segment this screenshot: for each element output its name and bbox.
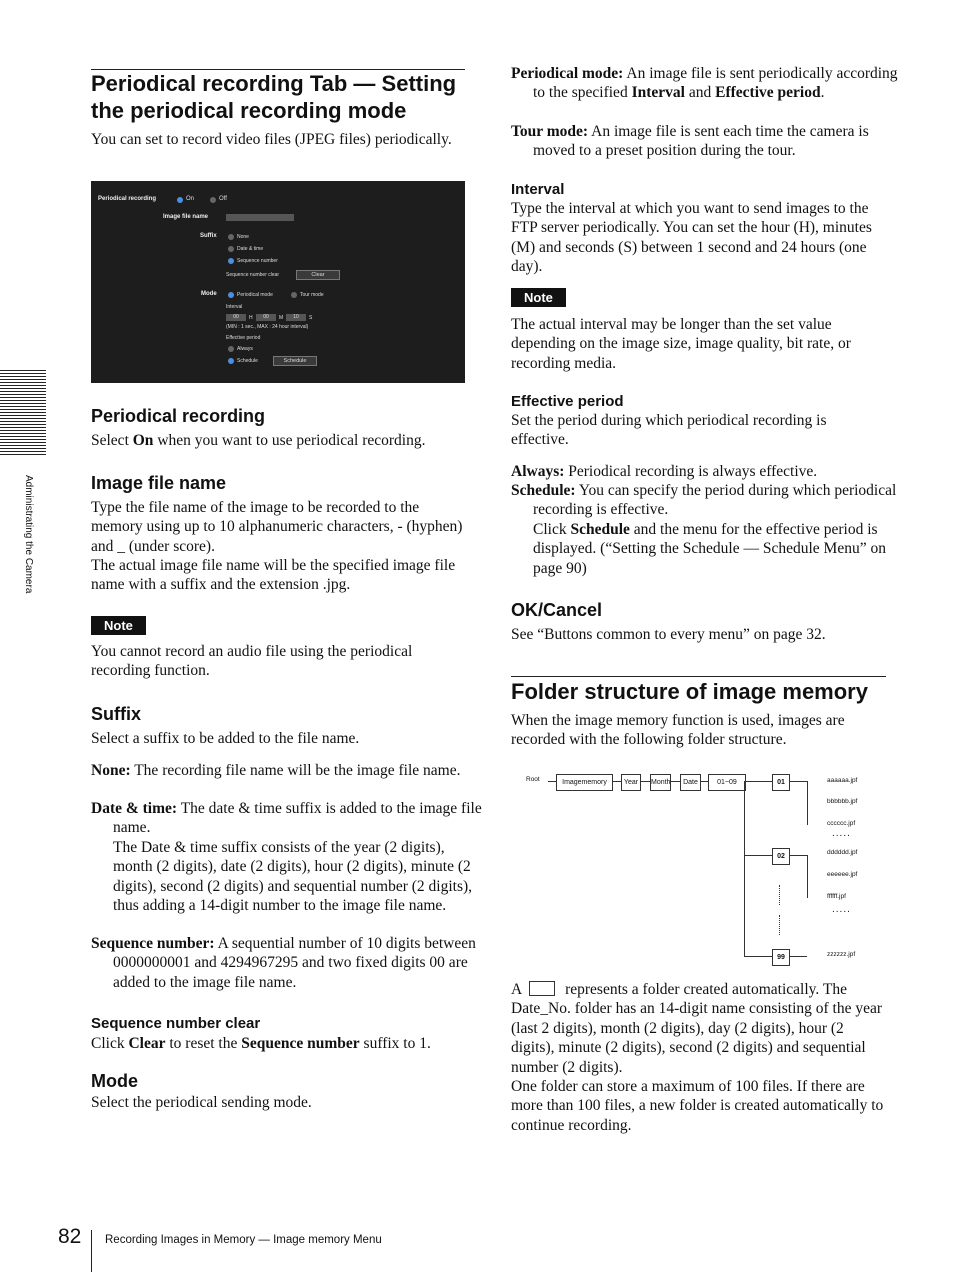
- schedule-radio[interactable]: [228, 358, 234, 364]
- page-number: 82: [58, 1225, 82, 1248]
- suffix-date-def: Date & time: The date & time suffix is added to the image file name.: [91, 800, 482, 837]
- running-title: Recording Images in Memory — Image memory Menu: [105, 1234, 382, 1246]
- folder-intro: When the image memory function is used, images are recorded with the following folder structure.: [511, 712, 845, 749]
- interval-text: Type the interval at which you want to send images to the FTP server periodically. You can set the hour (H), minutes (M) and seconds (S) between 1 second and 24 hours (one day).: [511, 200, 872, 276]
- file-name: ffffff.jpf: [827, 893, 846, 900]
- periodical-recording-heading: Periodical recording: [91, 406, 266, 426]
- note-badge: Note: [91, 616, 146, 635]
- tour-mode-label: Tour mode: [300, 292, 324, 298]
- footer-divider: [91, 1230, 92, 1272]
- connector: [640, 781, 650, 782]
- year-folder: Year: [621, 774, 641, 791]
- periodical-mode-radio[interactable]: [228, 292, 234, 298]
- note-text: You cannot record an audio file using the periodical recording function.: [91, 643, 413, 680]
- file-name: dddddd.jpf: [827, 849, 858, 856]
- folder-title-rule: [511, 676, 886, 677]
- image-file-name-input[interactable]: [226, 214, 294, 221]
- clear-button[interactable]: Clear: [296, 270, 340, 280]
- trunk-line: [744, 781, 745, 957]
- folder-structure-diagram: [511, 765, 887, 970]
- vertical-ellipsis: [779, 885, 780, 905]
- date-folder: Date: [680, 774, 701, 791]
- suffix-text: Select a suffix to be added to the file name.: [91, 730, 360, 747]
- schedule-button[interactable]: Schedule: [273, 356, 317, 366]
- folder-legend-body: represents a folder created automatically. The Date_No. folder has an 14-digit name consisting of the year (last 2 digits), month (2 digits), day (2 digits), hour (2 digits), minute (2 digits), second (2 digits) and sequential number (2 digits).: [511, 981, 883, 1076]
- date-range-folder: 01~09: [708, 774, 746, 791]
- schedule-label: Schedule: [237, 358, 258, 364]
- file-name: bbbbbb.jpf: [827, 798, 858, 805]
- suffix-date-radio[interactable]: [228, 246, 234, 252]
- hour-input[interactable]: 00: [226, 314, 246, 321]
- file-name: cccccc.jpf: [827, 820, 856, 827]
- minute-unit: M: [279, 315, 284, 321]
- folder-legend-text: [511, 980, 887, 1077]
- sidebar-section-label: Administrating the Camera: [23, 475, 34, 594]
- interval-heading: Interval: [511, 181, 565, 198]
- suffix-none-def: None: The recording file name will be the image file name.: [91, 762, 461, 779]
- always-radio[interactable]: [228, 346, 234, 352]
- file-bracket: [807, 781, 808, 825]
- folder-01: 01: [772, 774, 790, 791]
- suffix-sequence-radio[interactable]: [228, 258, 234, 264]
- connector: [612, 781, 621, 782]
- folder-02: 02: [772, 848, 790, 865]
- image-file-name-heading: Image file name: [91, 473, 227, 493]
- suffix-label: Suffix: [200, 233, 217, 239]
- hour-unit: H: [249, 315, 253, 321]
- always-def: Always: Periodical recording is always effective.: [511, 463, 818, 480]
- periodical-recording-label: Periodical recording: [98, 196, 157, 202]
- off-radio[interactable]: [210, 197, 216, 203]
- periodical-mode-label: Periodical mode: [237, 292, 273, 298]
- file-name: aaaaaa.jpf: [827, 777, 858, 784]
- effective-period-label: Effective period: [226, 335, 261, 341]
- always-label: Always: [237, 346, 253, 352]
- folder-capacity-text: One folder can store a maximum of 100 files. If there are more than 100 files, a new folder is created automatically to continue recording.: [511, 1078, 884, 1134]
- ellipsis: .....: [832, 904, 851, 915]
- image-file-name-text1: Type the file name of the image to be recorded to the memory using up to 10 alphanumeric characters, - (hyphen) and _ (under score).: [91, 499, 463, 555]
- interval-label: Interval: [226, 304, 243, 310]
- second-unit: S: [309, 315, 313, 321]
- folder-legend: [511, 980, 887, 1135]
- folder-icon: [529, 981, 555, 996]
- ok-cancel-heading: OK/Cancel: [511, 600, 603, 620]
- folder-structure-title: Folder structure of image memory: [511, 679, 868, 704]
- suffix-sequence-label: Sequence number: [237, 258, 278, 264]
- tour-mode-def: Tour mode: An image file is sent each time the camera is moved to a preset position during the tour.: [511, 123, 869, 160]
- vertical-ellipsis: [779, 915, 780, 935]
- connector: [744, 855, 772, 856]
- connector: [700, 781, 708, 782]
- image-file-name-label: Image file name: [163, 214, 209, 220]
- suffix-heading: Suffix: [91, 704, 142, 724]
- off-label: Off: [219, 196, 227, 202]
- file-bracket: [807, 855, 808, 898]
- mode-heading: Mode: [91, 1071, 138, 1091]
- sequence-clear-label: Sequence number clear: [226, 272, 280, 278]
- imagememory-folder: Imagememory: [556, 774, 613, 791]
- second-input[interactable]: 10: [286, 314, 306, 321]
- section-title: Periodical recording Tab — Setting the periodical recording mode: [91, 71, 457, 123]
- tour-mode-radio[interactable]: [291, 292, 297, 298]
- connector: [745, 781, 772, 782]
- on-radio[interactable]: [177, 197, 183, 203]
- sequence-clear-heading: Sequence number clear: [91, 1015, 261, 1032]
- suffix-none-radio[interactable]: [228, 234, 234, 240]
- intro-text: You can set to record video files (JPEG files) periodically.: [91, 131, 452, 148]
- file-name: eeeeee.jpf: [827, 871, 858, 878]
- note-badge-right: Note: [511, 288, 566, 307]
- suffix-date-detail: The Date & time suffix consists of the year (2 digits), month (2 digits), date (2 digits), hour (2 digits), minute (2 digits), second (2 digits) and sequential number (2 digits), thus adding a 14-digit number to the image file name.: [113, 839, 473, 915]
- connector: [670, 781, 680, 782]
- periodical-mode-def: Periodical mode: An image file is sent periodically according to the specified Interval and Effective period.: [511, 65, 898, 102]
- folder-a-label: A: [511, 981, 522, 998]
- note-text-right: The actual interval may be longer than the set value depending on the image size, image quality, bit rate, or recording media.: [511, 316, 851, 372]
- sidebar-tab-marker: [0, 370, 46, 456]
- suffix-none-label: None: [237, 234, 249, 240]
- schedule-def: Schedule: You can specify the period during which periodical recording is effective.: [511, 482, 897, 519]
- connector: [548, 781, 556, 782]
- connector: [789, 781, 807, 782]
- effective-period-heading: Effective period: [511, 393, 624, 410]
- ok-cancel-text: See “Buttons common to every menu” on page 32.: [511, 626, 826, 643]
- mode-text: Select the periodical sending mode.: [91, 1094, 312, 1111]
- folder-99: 99: [772, 949, 790, 966]
- month-folder: Month: [650, 774, 671, 791]
- file-name: zzzzzz.jpf: [827, 951, 856, 958]
- image-file-name-text2: The actual image file name will be the specified image file name with a suffix and the extension .jpg.: [91, 557, 456, 594]
- sequence-clear-text: Click Clear to reset the Sequence number suffix to 1.: [91, 1035, 431, 1052]
- on-label: On: [186, 196, 195, 202]
- periodical-recording-text: Select On when you want to use periodical recording.: [91, 432, 426, 449]
- connector: [744, 956, 772, 957]
- mode-label: Mode: [201, 291, 217, 297]
- connector: [789, 855, 807, 856]
- interval-range: (MIN : 1 sec., MAX : 24 hour interval): [226, 324, 309, 330]
- schedule-detail: Click Schedule and the menu for the effective period is displayed. (“Setting the Schedule — Schedule Menu” on page 90): [533, 521, 886, 577]
- root-label: Root: [526, 776, 540, 783]
- connector: [789, 956, 807, 957]
- effective-period-text: Set the period during which periodical recording is effective.: [511, 412, 827, 449]
- minute-input[interactable]: 00: [256, 314, 276, 321]
- settings-screenshot: [91, 181, 465, 383]
- suffix-date-label: Date & time: [237, 246, 264, 252]
- ellipsis: .....: [832, 828, 851, 839]
- suffix-sequence-def: Sequence number: A sequential number of 10 digits between 0000000001 and 4294967295 and two fixed digits 00 are added to the image file name.: [91, 935, 476, 991]
